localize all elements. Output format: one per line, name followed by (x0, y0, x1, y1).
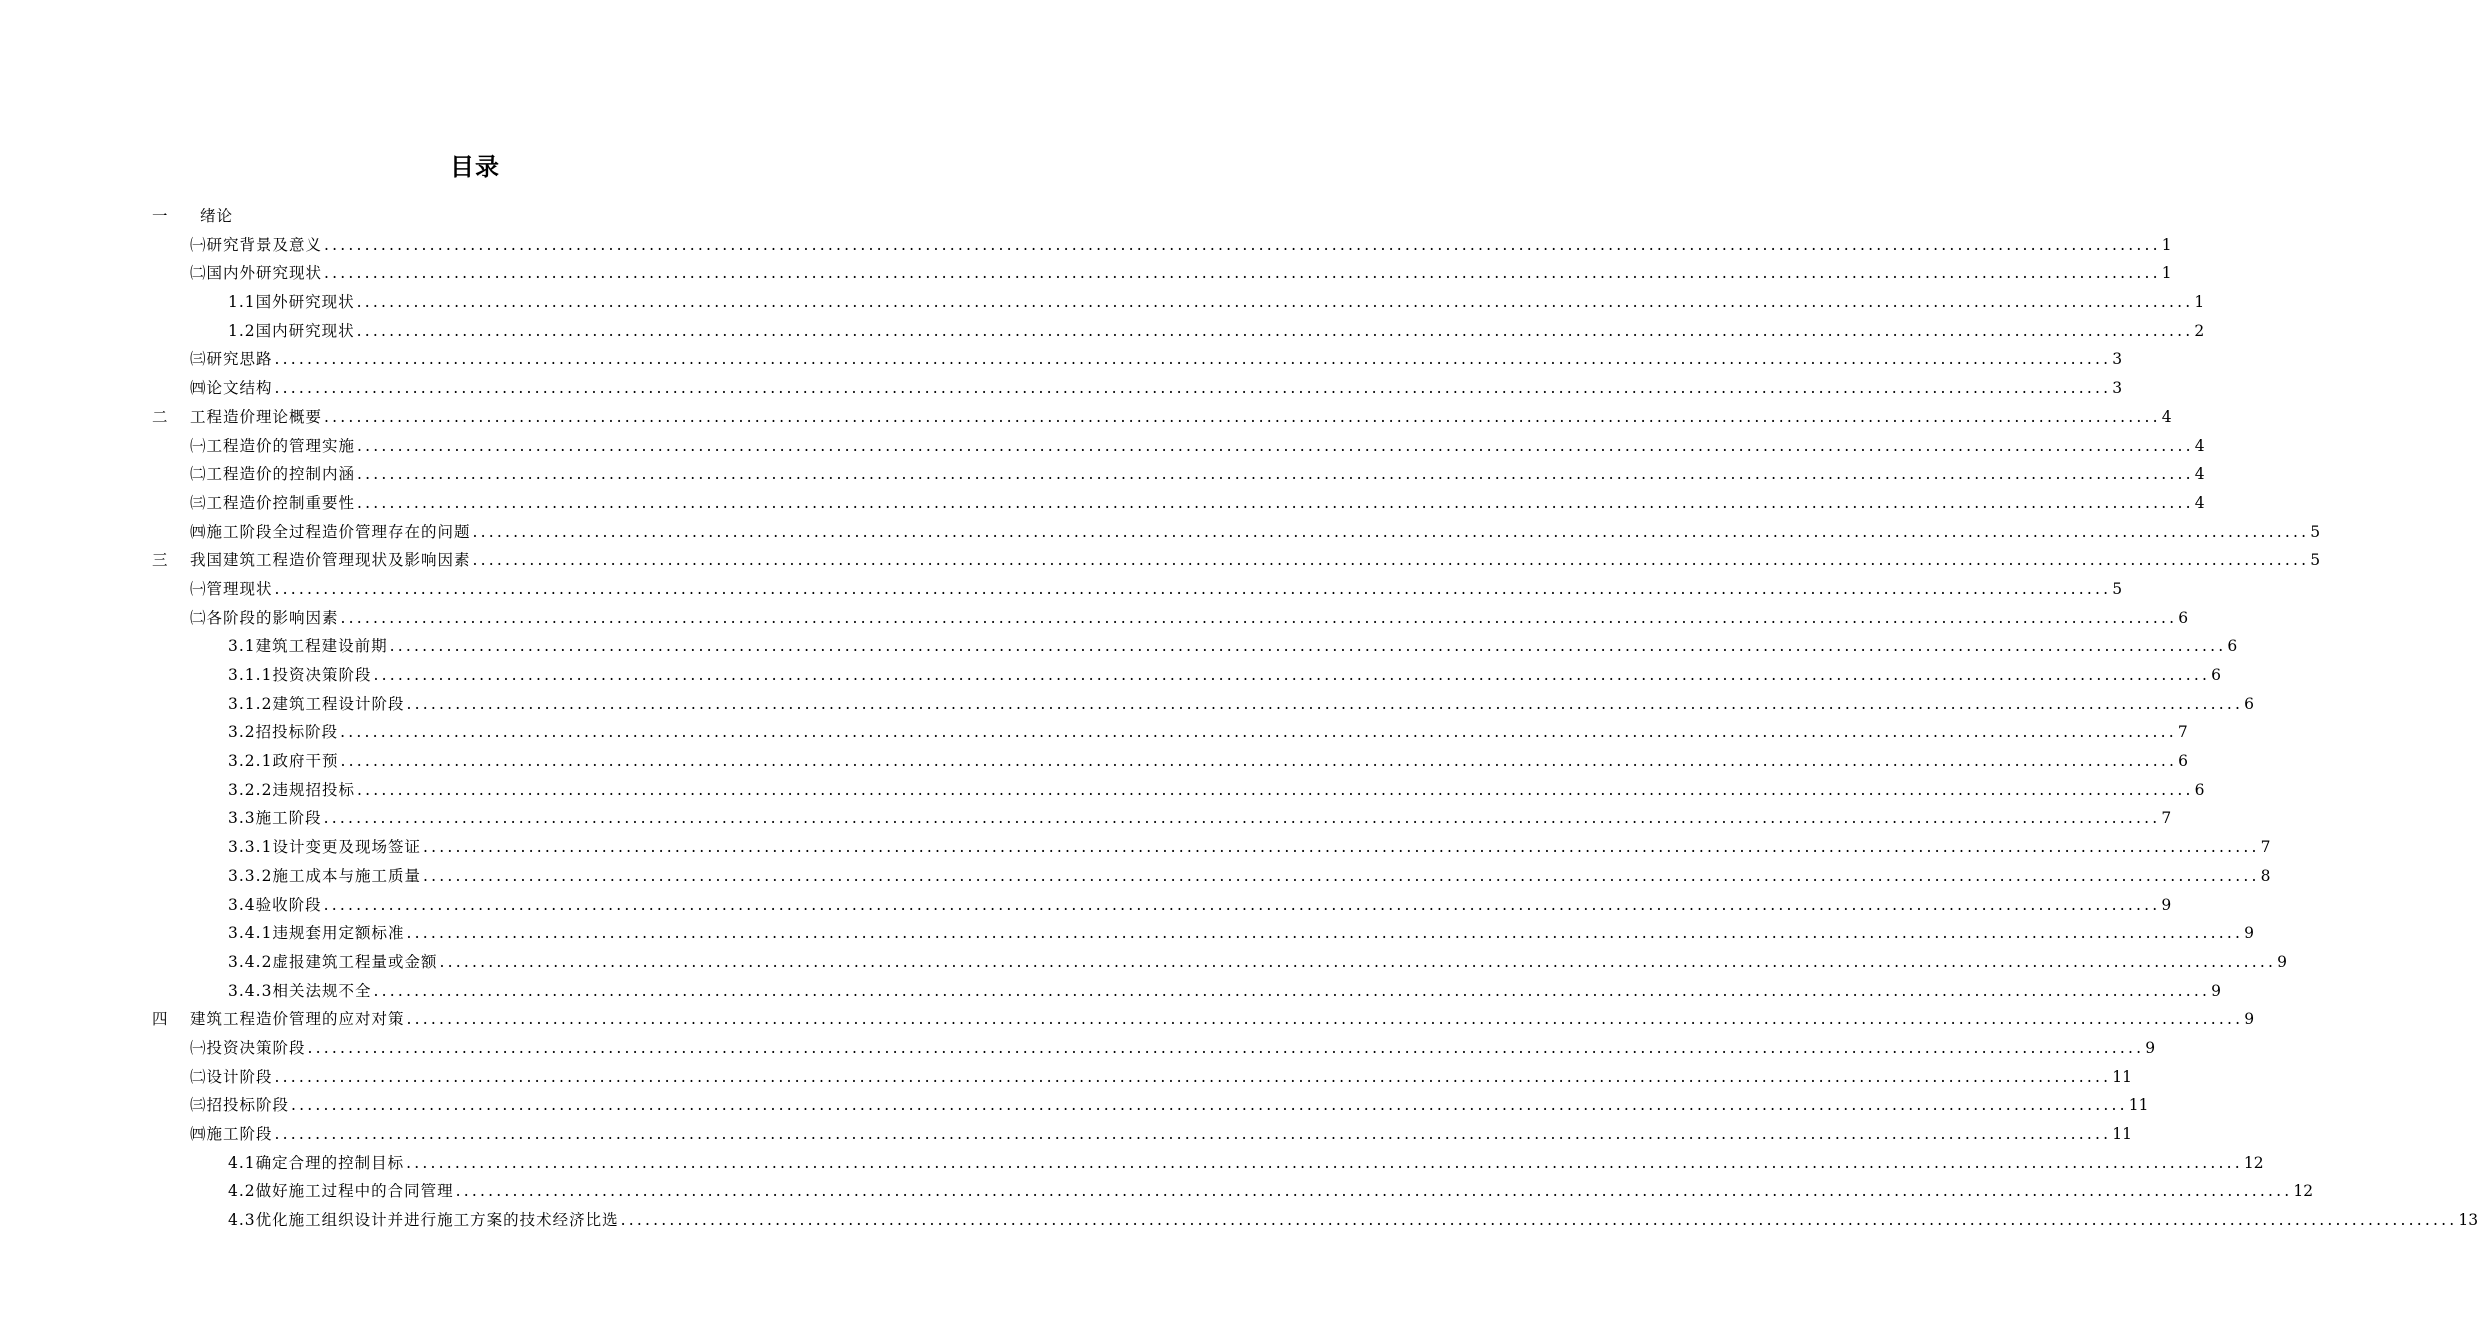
dot-leader: .................................................................................................................................................................................................................................. (307, 1038, 2145, 1057)
dot-leader: .................................................................................................................................................................................................................................. (357, 493, 2194, 512)
page-number: 6 (2227, 637, 2238, 656)
page-number: 6 (2194, 780, 2205, 799)
toc-entry-label: ㈠管理现状 (190, 579, 273, 598)
toc-entry[interactable] (0, 575, 2123, 604)
toc-entry[interactable] (0, 1034, 2156, 1063)
dot-leader: .................................................................................................................................................................................................................................. (406, 1010, 2244, 1029)
toc-entry[interactable] (0, 891, 2172, 920)
dot-leader: .................................................................................................................................................................................................................................. (422, 838, 2260, 857)
toc-entry[interactable] (0, 1091, 2149, 1120)
chapter-number: 三 (152, 551, 168, 570)
page-number: 9 (2161, 895, 2172, 914)
dot-leader: .................................................................................................................................................................................................................................. (406, 1153, 2243, 1172)
page-number: 9 (2211, 981, 2222, 1000)
toc-entry-label: ㈢工程造价控制重要性 (190, 493, 356, 512)
dot-leader: .................................................................................................................................................................................................................................. (357, 465, 2194, 484)
toc-entry-label: ㈣施工阶段全过程造价管理存在的问题 (190, 522, 471, 541)
toc-entry[interactable] (0, 202, 950, 231)
dot-leader: .................................................................................................................................................................................................................................. (373, 666, 2211, 684)
toc-entry-label: 绪论 (200, 207, 234, 225)
dot-leader: .................................................................................................................................................................................................................................. (274, 579, 2112, 598)
toc-entry-label: 3.2招投标阶段 (228, 723, 339, 742)
toc-entry[interactable] (0, 403, 2172, 432)
page-number: 4 (2161, 407, 2172, 426)
toc-entry-label: ㈠工程造价的管理实施 (190, 436, 356, 455)
toc-entry[interactable] (0, 317, 2205, 346)
dot-leader: .................................................................................................................................................................................................................................. (472, 522, 2310, 541)
toc-entry-label: 3.1.2建筑工程设计阶段 (228, 694, 405, 713)
page-number: 6 (2244, 694, 2255, 713)
toc-entry[interactable] (0, 862, 2271, 891)
page-number: 6 (2211, 666, 2222, 684)
toc-entry[interactable] (0, 833, 2271, 862)
page-number: 1 (2161, 264, 2172, 283)
toc-entry[interactable] (0, 460, 2205, 489)
toc-entry-label: ㈣论文结构 (190, 379, 273, 398)
toc-entry[interactable] (0, 432, 2205, 461)
toc-entry[interactable] (0, 718, 2188, 747)
toc-entry-label: 1.2国内研究现状 (228, 321, 355, 340)
page-number: 9 (2244, 1010, 2255, 1029)
toc-entry-label: 3.4.2虚报建筑工程量或金额 (228, 952, 438, 971)
toc-entry[interactable] (0, 919, 2255, 948)
page-number: 12 (2243, 1153, 2264, 1172)
toc-entry-label: 我国建筑工程造价管理现状及影响因素 (190, 551, 471, 570)
toc-title: 目录 (450, 153, 500, 181)
page-number: 3 (2112, 379, 2123, 398)
dot-leader: .................................................................................................................................................................................................................................. (323, 809, 2161, 828)
chapter-number: 二 (152, 407, 168, 426)
page-number: 6 (2178, 752, 2189, 771)
dot-leader: .................................................................................................................................................................................................................................. (340, 608, 2178, 627)
dot-leader: .................................................................................................................................................................................................................................. (620, 1211, 2458, 1230)
toc-entry[interactable] (0, 776, 2205, 805)
toc-entry[interactable] (0, 259, 2172, 288)
toc-entry-label: ㈡各阶段的影响因素 (190, 608, 339, 627)
dot-leader: .................................................................................................................................................................................................................................. (340, 723, 2177, 742)
toc-entry[interactable] (0, 1206, 2478, 1235)
page-number: 6 (2178, 608, 2189, 627)
dot-leader: .................................................................................................................................................................................................................................. (323, 895, 2161, 914)
toc-entry-label: ㈡设计阶段 (190, 1067, 273, 1086)
page-number: 9 (2277, 952, 2288, 971)
page-number: 1 (2194, 293, 2205, 312)
page-number: 9 (2244, 924, 2255, 943)
page-number: 5 (2310, 551, 2321, 570)
toc-entry[interactable] (0, 231, 2172, 260)
page-number: 13 (2458, 1211, 2478, 1230)
toc-entry[interactable] (0, 1120, 2132, 1149)
toc-entry-label: ㈢研究思路 (190, 350, 273, 369)
dot-leader: .................................................................................................................................................................................................................................. (356, 293, 2194, 312)
toc-entry[interactable] (0, 661, 2222, 690)
toc-entry[interactable] (0, 1149, 2264, 1178)
dot-leader: .................................................................................................................................................................................................................................. (356, 780, 2194, 799)
dot-leader: .................................................................................................................................................................................................................................. (406, 694, 2244, 713)
toc-entry-label: 4.3优化施工组织设计并进行施工方案的技术经济比选 (228, 1211, 619, 1230)
page-number: 2 (2194, 321, 2205, 340)
page-number: 7 (2260, 838, 2271, 857)
toc-entry-label: 3.1建筑工程建设前期 (228, 637, 388, 656)
toc-entry-label: 3.2.1政府干预 (228, 752, 339, 771)
dot-leader: .................................................................................................................................................................................................................................. (422, 866, 2260, 885)
toc-entry[interactable] (0, 632, 2238, 661)
toc-entry-label: 4.1确定合理的控制目标 (228, 1153, 405, 1172)
toc-entry[interactable] (0, 747, 2189, 776)
page-number: 11 (2128, 1096, 2149, 1115)
toc-entry[interactable] (0, 948, 2288, 977)
toc-entry-label: ㈠研究背景及意义 (190, 235, 323, 254)
dot-leader: .................................................................................................................................................................................................................................. (356, 321, 2194, 340)
toc-entry[interactable] (0, 804, 2172, 833)
page-number: 9 (2145, 1038, 2156, 1057)
dot-leader: .................................................................................................................................................................................................................................. (274, 350, 2112, 369)
dot-leader: .................................................................................................................................................................................................................................. (373, 981, 2211, 1000)
page-number: 11 (2112, 1067, 2132, 1086)
toc-entry-label: 3.4.3相关法规不全 (228, 981, 372, 1000)
toc-entry[interactable] (0, 690, 2255, 719)
toc-entry-label: ㈢招投标阶段 (190, 1096, 290, 1115)
toc-entry-label: 4.2做好施工过程中的合同管理 (228, 1182, 454, 1201)
toc-entry[interactable] (0, 546, 2321, 575)
toc-entry[interactable] (0, 977, 2222, 1006)
page-number: 5 (2310, 522, 2321, 541)
toc-entry-label: 3.4验收阶段 (228, 895, 322, 914)
toc-entry-label: 3.3.2施工成本与施工质量 (228, 866, 421, 885)
dot-leader: .................................................................................................................................................................................................................................. (324, 264, 2161, 283)
toc-entry-label: 1.1国外研究现状 (228, 293, 355, 312)
dot-leader: .................................................................................................................................................................................................................................. (455, 1182, 2293, 1201)
toc-entry-label: 工程造价理论概要 (190, 407, 323, 426)
toc-entry-label: 3.2.2违规招投标 (228, 780, 355, 799)
dot-leader: .................................................................................................................................................................................................................................. (472, 551, 2310, 570)
toc-entry[interactable] (0, 1005, 2255, 1034)
toc-entry-label: 3.3.1设计变更及现场签证 (228, 838, 421, 857)
toc-entry[interactable] (0, 1063, 2132, 1092)
toc-entry-label: 3.4.1违规套用定额标准 (228, 924, 405, 943)
page-number: 4 (2194, 436, 2205, 455)
chapter-number: 四 (152, 1010, 168, 1029)
dot-leader: .................................................................................................................................................................................................................................. (274, 379, 2112, 398)
dot-leader: .................................................................................................................................................................................................................................. (324, 407, 2161, 426)
toc-entry-label: ㈠投资决策阶段 (190, 1038, 306, 1057)
toc-entry[interactable] (0, 604, 2189, 633)
toc-entry[interactable] (0, 374, 2123, 403)
toc-entry-label: ㈣施工阶段 (190, 1125, 273, 1143)
toc-entry-label: 3.1.1投资决策阶段 (228, 666, 372, 684)
toc-entry[interactable] (0, 345, 2123, 374)
toc-entry-label: ㈡国内外研究现状 (190, 264, 323, 283)
toc-entry-label: 3.3施工阶段 (228, 809, 322, 828)
dot-leader: .................................................................................................................................................................................................................................. (291, 1096, 2128, 1115)
page-number: 12 (2293, 1182, 2314, 1201)
dot-leader: .................................................................................................................................................................................................................................. (274, 1125, 2112, 1143)
dot-leader: .................................................................................................................................................................................................................................. (340, 752, 2178, 771)
page-number: 4 (2194, 465, 2205, 484)
dot-leader: .................................................................................................................................................................................................................................. (389, 637, 2227, 656)
page-number: 4 (2194, 493, 2205, 512)
page-number: 3 (2112, 350, 2123, 369)
page-number: 7 (2161, 809, 2172, 828)
toc-entry-label: 建筑工程造价管理的应对对策 (190, 1010, 405, 1029)
toc-entry[interactable] (0, 1177, 2314, 1206)
toc-entry-label: ㈡工程造价的控制内涵 (190, 465, 356, 484)
dot-leader: .................................................................................................................................................................................................................................. (274, 1067, 2112, 1086)
toc-entry[interactable] (0, 489, 2205, 518)
dot-leader: .................................................................................................................................................................................................................................. (439, 952, 2277, 971)
page-number: 7 (2177, 723, 2188, 742)
table-of-contents (0, 202, 2478, 1235)
chapter-number: 一 (152, 207, 168, 225)
page-number: 11 (2112, 1125, 2132, 1143)
dot-leader: .................................................................................................................................................................................................................................. (406, 924, 2244, 943)
page-number: 5 (2112, 579, 2123, 598)
toc-entry[interactable] (0, 518, 2321, 547)
page-number: 8 (2260, 866, 2271, 885)
dot-leader: .................................................................................................................................................................................................................................. (324, 235, 2161, 254)
dot-leader: .................................................................................................................................................................................................................................. (357, 436, 2194, 455)
toc-entry[interactable] (0, 288, 2205, 317)
page-number: 1 (2161, 235, 2172, 254)
